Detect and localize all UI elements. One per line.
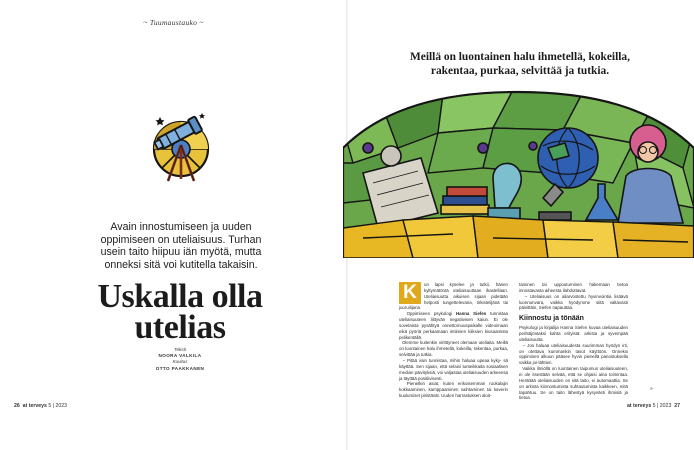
- text-credit-name: NOORA VALKILA: [158, 353, 202, 359]
- paragraph-3: [399, 340, 508, 358]
- paragraph-4-text: – Pitää vain tunnistaa, mihin haluaa upeaa kyky- sä käyttää. Sen sijaan, että selaisi tunteikkaita sosiaalisen median päivityksiä, voi valjastaa uteliaisuuden arkeensa ja täyttää positiivisesti.: [399, 357, 508, 381]
- paragraph-5: [399, 381, 508, 399]
- section-label: ~ Tuumaustauko ~: [143, 18, 204, 27]
- continue-arrow: »: [650, 386, 653, 392]
- paragraph-2-text-b: tunnistaa uteliaisuuteen liittyvän negatiivisen kaiun. Ei ole sovelaista pysähtyä onnettomuuspaikalle videoimaan eikä pyöriä perkaamaan intiimien kiiksien kiusaamista pelikentällä.: [399, 311, 508, 340]
- paragraph-5-text: Pienetkin asiat, kuten erikoisemman ruokalajin kokkaaminen, kamppaaminen vaihtaminen tai kaverin kuulumiset piristävät. Uuden harrastuksen aloit-: [399, 381, 508, 399]
- paragraph-9: [519, 343, 628, 366]
- paragraph-2: [399, 311, 508, 340]
- paragraph-7-text: – Uteliaisuus on aliarvostettu hyvinvointia lisäävä luonnonvara, vaikka hyödymme siitä valtavasti päivittäin, Siefen napauttaa.: [519, 293, 628, 311]
- article-column-2: [519, 282, 628, 401]
- telescope-emblem: [150, 105, 212, 191]
- byline: [130, 347, 230, 372]
- paragraph-10: [519, 366, 628, 401]
- paragraph-6: taminen tai uppoutuminen hakemaan tietoa innostavasta aiheesta ilahduttavat.: [519, 282, 628, 293]
- illustration-credit-name: OTTO PAAKKANEN: [155, 365, 205, 371]
- drop-cap: K: [399, 282, 421, 304]
- article-column-1: [399, 282, 508, 399]
- issue-right: 5 | 2023: [652, 403, 672, 409]
- magazine-brand-right: at terveys: [626, 403, 652, 409]
- paragraph-7: [519, 294, 628, 312]
- headline: Uskalla olla utelias: [97, 278, 263, 346]
- pull-quote: Meillä on luontainen halu ihmetellä, kokeilla, rakentaa, purkaa, selvittää ja tutkia.: [410, 51, 630, 77]
- paragraph-4: [399, 358, 508, 381]
- paragraph-8: Psykologi ja kirjailija Hanna Siefen kuvaa uteliaisuuden perittäjöntaksi kahta erityistä: arkista ja syvempää uteliaisuutta.: [519, 325, 628, 342]
- paragraph-10-text: Vaikka ilmiöllä on luontainen taipumus uteliaisuuteen, ei ole itsestään selvää, että se ohjaisi aina toimintaa. Herättää uteliaisuuden on sitä taito, ei automaattia. Se on arkista kiinnostumista suhtautumista kaikkeen, mitä tapahtuu. Se on taito lähestyä kysyvästi ihmisiä ja tietoa.: [519, 366, 628, 401]
- folio-left: [14, 403, 67, 409]
- subheading: Kiinnostu ja tönään: [519, 315, 584, 323]
- illustration-credit-role: Kuvitus: [172, 359, 188, 365]
- paragraph-3-text: Olemme kuitenkin viritttyneet olemaan uteliaita. Meillä on luontainen halu ihmetellä, kokeilla, rakentaa, purkaa, selvittää ja tutkia.: [399, 340, 508, 358]
- person-name: Hanna Siefen: [455, 311, 487, 317]
- folio-right: [627, 403, 680, 409]
- paragraph-9-text: – Jos haluaa uteliaisuudesta suurimman hyödyn irti, on otettava kummankin tasot käyttöön. Onneksi oppimisen alkuun pääsee hyvin pienellä panostuksella vaikka joi-lähtien.: [519, 342, 628, 366]
- page-number-left: 26: [14, 403, 20, 409]
- page-number-right: 27: [674, 403, 680, 409]
- paragraph-2-text-a: Oppimiseen psykologi: [406, 311, 456, 317]
- article-opening: [399, 282, 508, 311]
- opening-text: un lapsi kyselee ja tutkii, hänen kyltymätöntä uteliaisuuttaan ihastellaan. Uteliaisuutta aikuisen sijaan pidetään helposti tungettelevana, tirkistelijänä tai juoruilijana.: [399, 282, 508, 311]
- lead-paragraph: Avain innostumiseen ja uuden oppimiseen on uteliaisuus. Turhan usein taito hiipuu iän myötä, mutta onneksi sitä voi kutitella takaisin.: [100, 221, 262, 271]
- stained-glass-illustration: [343, 88, 694, 258]
- issue-left: 5 | 2023: [48, 403, 68, 409]
- magazine-brand-left: at terveys: [22, 403, 47, 409]
- text-credit-role: Teksti: [174, 347, 186, 352]
